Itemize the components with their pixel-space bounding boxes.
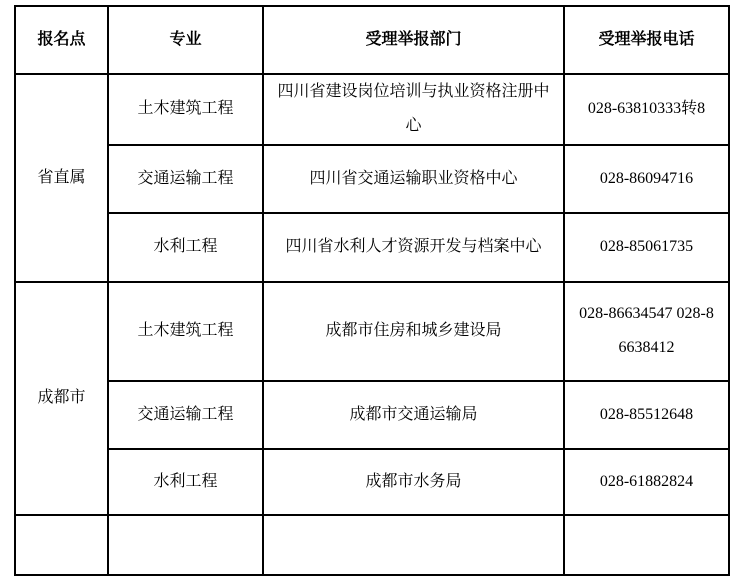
partial-row <box>15 515 729 575</box>
empty-cell <box>564 515 729 575</box>
header-row <box>15 6 729 74</box>
phone-cell: 028-86094716 <box>564 145 729 213</box>
table-row <box>15 145 729 213</box>
department-cell: 成都市水务局 <box>263 449 564 515</box>
table-row <box>15 213 729 282</box>
department-cell: 四川省建设岗位培训与执业资格注册中心 <box>263 74 564 145</box>
phone-cell: 028-63810333转8 <box>564 74 729 145</box>
phone-cell: 028-85512648 <box>564 381 729 449</box>
column-header: 受理举报部门 <box>263 6 564 74</box>
site-cell: 成都市 <box>15 282 108 515</box>
department-cell: 成都市住房和城乡建设局 <box>263 282 564 381</box>
empty-cell <box>15 515 108 575</box>
major-cell: 水利工程 <box>108 213 263 282</box>
column-header: 专业 <box>108 6 263 74</box>
column-header: 报名点 <box>15 6 108 74</box>
major-cell: 土木建筑工程 <box>108 282 263 381</box>
phone-cell: 028-61882824 <box>564 449 729 515</box>
major-cell: 土木建筑工程 <box>108 74 263 145</box>
major-cell: 交通运输工程 <box>108 145 263 213</box>
table-row <box>15 74 729 145</box>
site-cell: 省直属 <box>15 74 108 282</box>
major-cell: 水利工程 <box>108 449 263 515</box>
phone-cell: 028-86634547 028-86638412 <box>564 282 729 381</box>
table-row <box>15 449 729 515</box>
empty-cell <box>263 515 564 575</box>
column-header: 受理举报电话 <box>564 6 729 74</box>
table-row <box>15 282 729 381</box>
report-contacts-table <box>14 5 730 576</box>
major-cell: 交通运输工程 <box>108 381 263 449</box>
department-cell: 四川省交通运输职业资格中心 <box>263 145 564 213</box>
phone-cell: 028-85061735 <box>564 213 729 282</box>
department-cell: 成都市交通运输局 <box>263 381 564 449</box>
department-cell: 四川省水利人才资源开发与档案中心 <box>263 213 564 282</box>
empty-cell <box>108 515 263 575</box>
table-row <box>15 381 729 449</box>
